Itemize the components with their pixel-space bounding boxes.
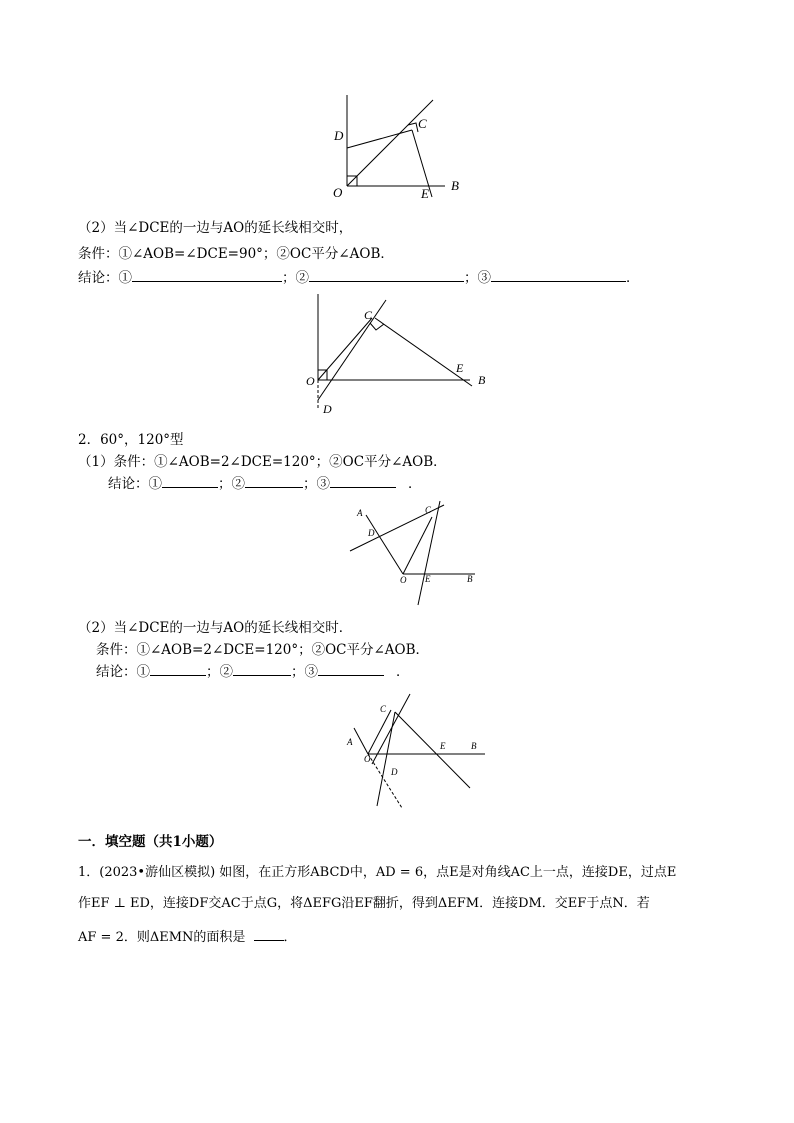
fig3-ray-oa xyxy=(366,515,403,574)
fig2-bisector-oc xyxy=(318,318,372,380)
fig3-label-a: A xyxy=(357,508,363,518)
fig3-bisector-oc xyxy=(403,517,432,574)
answer-blank-7[interactable] xyxy=(150,662,206,676)
fig4-bisector-oc xyxy=(368,710,391,754)
fig4-label-b: B xyxy=(471,741,477,751)
s2-part2-condition: 条件：①∠AOB=2∠DCE=120°；②OC平分∠AOB． xyxy=(96,642,430,658)
fig2-label-d: D xyxy=(323,402,332,416)
fig3-label-c: C xyxy=(425,505,432,515)
fig1-label-b: B xyxy=(451,178,459,193)
answer-blank-3[interactable] xyxy=(491,268,626,282)
fig2-label-c: C xyxy=(364,308,373,322)
fig1-label-d: D xyxy=(334,128,344,143)
fig2-label-o: O xyxy=(306,374,315,388)
fig2-label-b: B xyxy=(478,373,486,387)
s2-part2-conclusion: 结论：① ；② ；③ ． xyxy=(96,664,410,680)
fig1-label-c: C xyxy=(418,116,427,131)
answer-blank-5[interactable] xyxy=(245,474,303,488)
fig2-line-cd xyxy=(318,300,386,400)
question-1-line-2: 作EF ⊥ ED，连接DF交AC于点G，将ΔEFG沿EF翻折，得到ΔEFM．连接DM．交EF于点N．若 xyxy=(78,896,650,911)
fill-in-section-heading: 一．填空题（共1小题） xyxy=(78,834,223,850)
fig4-label-e: E xyxy=(440,741,446,751)
question-1-line-1: 1．(2023•游仙区模拟) 如图，在正方形ABCD中，AD = 6，点E是对角线AC上一点，连接DE，过点E xyxy=(78,865,677,880)
fig1-label-o: O xyxy=(333,185,343,200)
figure-120-degree-case-1 xyxy=(340,495,490,610)
figure-120-degree-case-2 xyxy=(340,690,490,810)
answer-blank-4[interactable] xyxy=(162,474,218,488)
fig4-label-d: D xyxy=(391,767,398,777)
fig3-label-d: D xyxy=(368,528,375,538)
s1-part2-title: （2）当∠DCE的一边与AO的延长线相交时， xyxy=(78,220,353,236)
fig4-line-ce xyxy=(395,712,470,788)
answer-blank-6[interactable] xyxy=(330,474,396,488)
figure-90-degree-case-2 xyxy=(300,288,500,418)
fig4-label-c: C xyxy=(380,704,387,714)
s2-part1-conclusion: 结论：① ；② ；③ ． xyxy=(108,476,422,492)
answer-blank-q1[interactable] xyxy=(254,927,284,941)
fig3-label-b: B xyxy=(467,574,473,584)
s2-heading: 2．60°，120°型 xyxy=(78,432,184,448)
fig4-label-o: O xyxy=(364,754,371,764)
s2-part1-condition: （1）条件：①∠AOB=2∠DCE=120°；②OC平分∠AOB． xyxy=(78,454,447,470)
conclusion-label: 结论：① xyxy=(96,664,150,680)
answer-blank-1[interactable] xyxy=(132,268,282,282)
fig1-label-e: E xyxy=(421,186,429,201)
s2-part2-title: （2）当∠DCE的一边与AO的延长线相交时． xyxy=(78,620,353,636)
fig3-label-o: O xyxy=(400,575,407,585)
fig1-bisector-oc xyxy=(347,100,433,186)
answer-blank-9[interactable] xyxy=(318,662,384,676)
conclusion-label: 结论：① xyxy=(108,476,162,492)
conclusion-label: 结论：① xyxy=(78,270,132,286)
answer-blank-8[interactable] xyxy=(233,662,291,676)
fig2-line-ce xyxy=(375,318,472,386)
fig1-line-dc xyxy=(347,130,412,148)
figure-90-degree-case-1 xyxy=(320,90,470,205)
s1-part2-condition: 条件：①∠AOB=∠DCE=90°；②OC平分∠AOB． xyxy=(78,246,394,262)
fig4-ray-oa xyxy=(354,728,368,754)
s1-part2-conclusion: 结论：① ；② ；③ ． xyxy=(78,270,640,286)
fig2-right-angle-c xyxy=(370,323,384,330)
answer-blank-2[interactable] xyxy=(309,268,464,282)
fig4-label-a: A xyxy=(347,737,353,747)
fig2-label-e: E xyxy=(456,361,464,375)
question-1-line-3: AF = 2．则ΔEMN的面积是 ． xyxy=(78,927,297,947)
fig3-label-e: E xyxy=(425,574,431,584)
